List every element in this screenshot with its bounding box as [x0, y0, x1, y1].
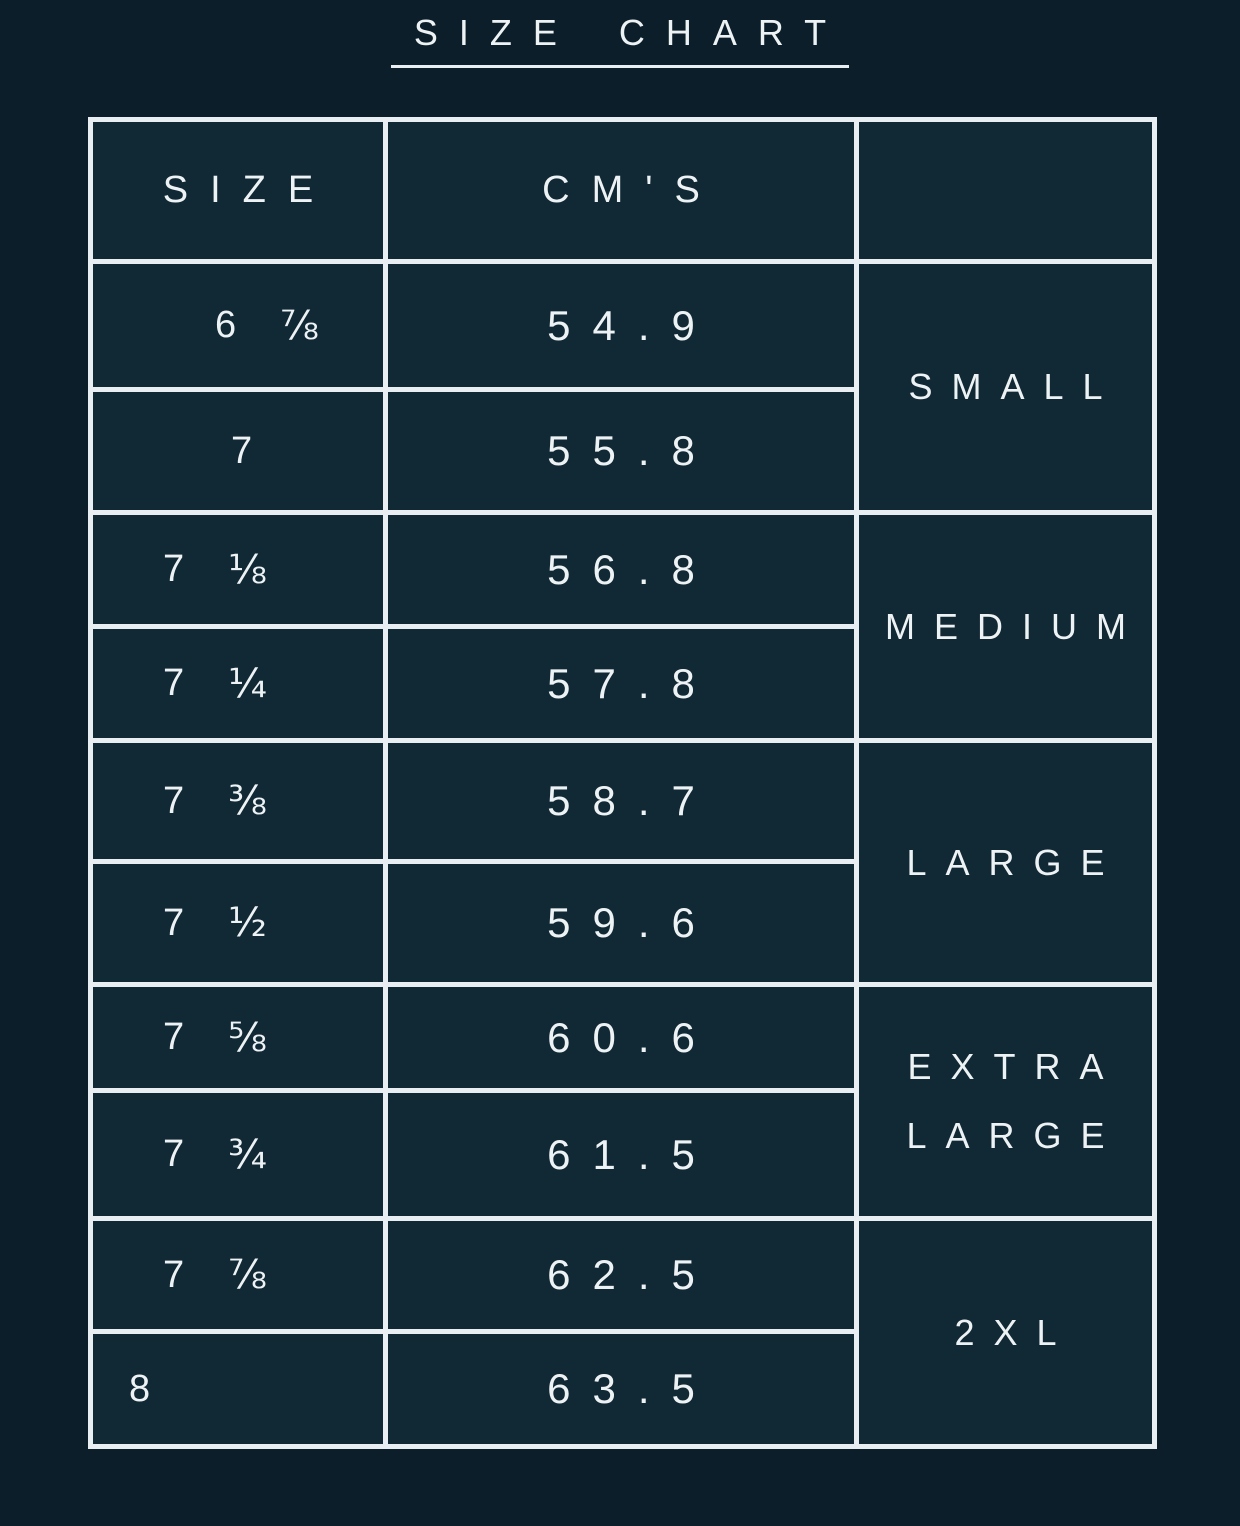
group-label-line: LARGE — [906, 1115, 1124, 1156]
group-label-line: EXTRA — [907, 1046, 1123, 1087]
group-cell-medium — [859, 515, 1152, 738]
cm-value: 57.8 — [547, 659, 717, 707]
size-fraction: ¼ — [228, 660, 271, 707]
size-whole: 7 — [163, 901, 189, 944]
size-fraction: ⅞ — [228, 1252, 271, 1298]
column-header-size: SIZE — [93, 122, 383, 259]
group-label-line: MEDIUM — [885, 605, 1145, 647]
cm-value: 54.9 — [547, 301, 717, 349]
group-label-line: 2XL — [954, 1311, 1076, 1353]
size-cell — [93, 864, 383, 982]
cm-cell — [388, 743, 854, 859]
size-cell — [93, 1334, 383, 1444]
group-cell-2xl — [859, 1221, 1152, 1444]
group-cell-small — [859, 264, 1152, 510]
size-cell — [93, 1221, 383, 1329]
cm-cell — [388, 515, 854, 624]
size-fraction: ⅝ — [228, 1014, 271, 1061]
cm-value: 61.5 — [547, 1130, 717, 1178]
cm-cell — [388, 987, 854, 1088]
cm-cell — [388, 864, 854, 982]
cm-cell — [388, 392, 854, 510]
cm-cell — [388, 1221, 854, 1329]
size-whole: 7 — [163, 662, 189, 704]
size-cell — [93, 515, 383, 624]
size-whole: 6 — [215, 304, 241, 346]
group-cell-large — [859, 743, 1152, 982]
column-header-group-empty — [859, 122, 1152, 259]
title-bar — [0, 12, 1240, 68]
cm-value: 56.8 — [547, 545, 717, 593]
page-title: SIZE CHART — [391, 12, 849, 68]
cm-cell — [388, 629, 854, 738]
cm-cell — [388, 1093, 854, 1216]
size-whole: 7 — [163, 548, 189, 590]
size-whole: 8 — [129, 1367, 155, 1410]
size-cell — [93, 1093, 383, 1216]
size-whole: 7 — [163, 1133, 189, 1175]
size-whole: 7 — [163, 1016, 189, 1058]
group-label-line: LARGE — [906, 841, 1124, 883]
size-whole: 7 — [231, 429, 257, 472]
cm-value: 59.6 — [547, 899, 717, 946]
cm-value: 63.5 — [547, 1365, 717, 1412]
size-whole: 7 — [163, 1253, 189, 1296]
size-fraction: ⅜ — [228, 778, 271, 824]
size-fraction: ½ — [228, 900, 271, 946]
size-fraction: ¾ — [228, 1131, 271, 1178]
size-fraction: ⅞ — [280, 302, 323, 349]
size-chart-table — [88, 117, 1157, 1449]
cm-value: 60.6 — [547, 1013, 717, 1061]
column-header-cms: CM'S — [388, 122, 854, 259]
size-cell — [93, 743, 383, 859]
size-whole: 7 — [163, 779, 189, 822]
cm-value: 58.7 — [547, 777, 717, 824]
cm-cell — [388, 1334, 854, 1444]
cm-value: 62.5 — [547, 1251, 717, 1298]
size-cell — [93, 629, 383, 738]
group-label-line: SMALL — [908, 366, 1122, 407]
size-cell — [93, 392, 383, 510]
size-fraction: ⅛ — [228, 546, 271, 593]
size-cell — [93, 987, 383, 1088]
cm-cell — [388, 264, 854, 387]
size-cell — [93, 264, 383, 387]
group-cell-extra-large — [859, 987, 1152, 1216]
cm-value: 55.8 — [547, 427, 717, 474]
